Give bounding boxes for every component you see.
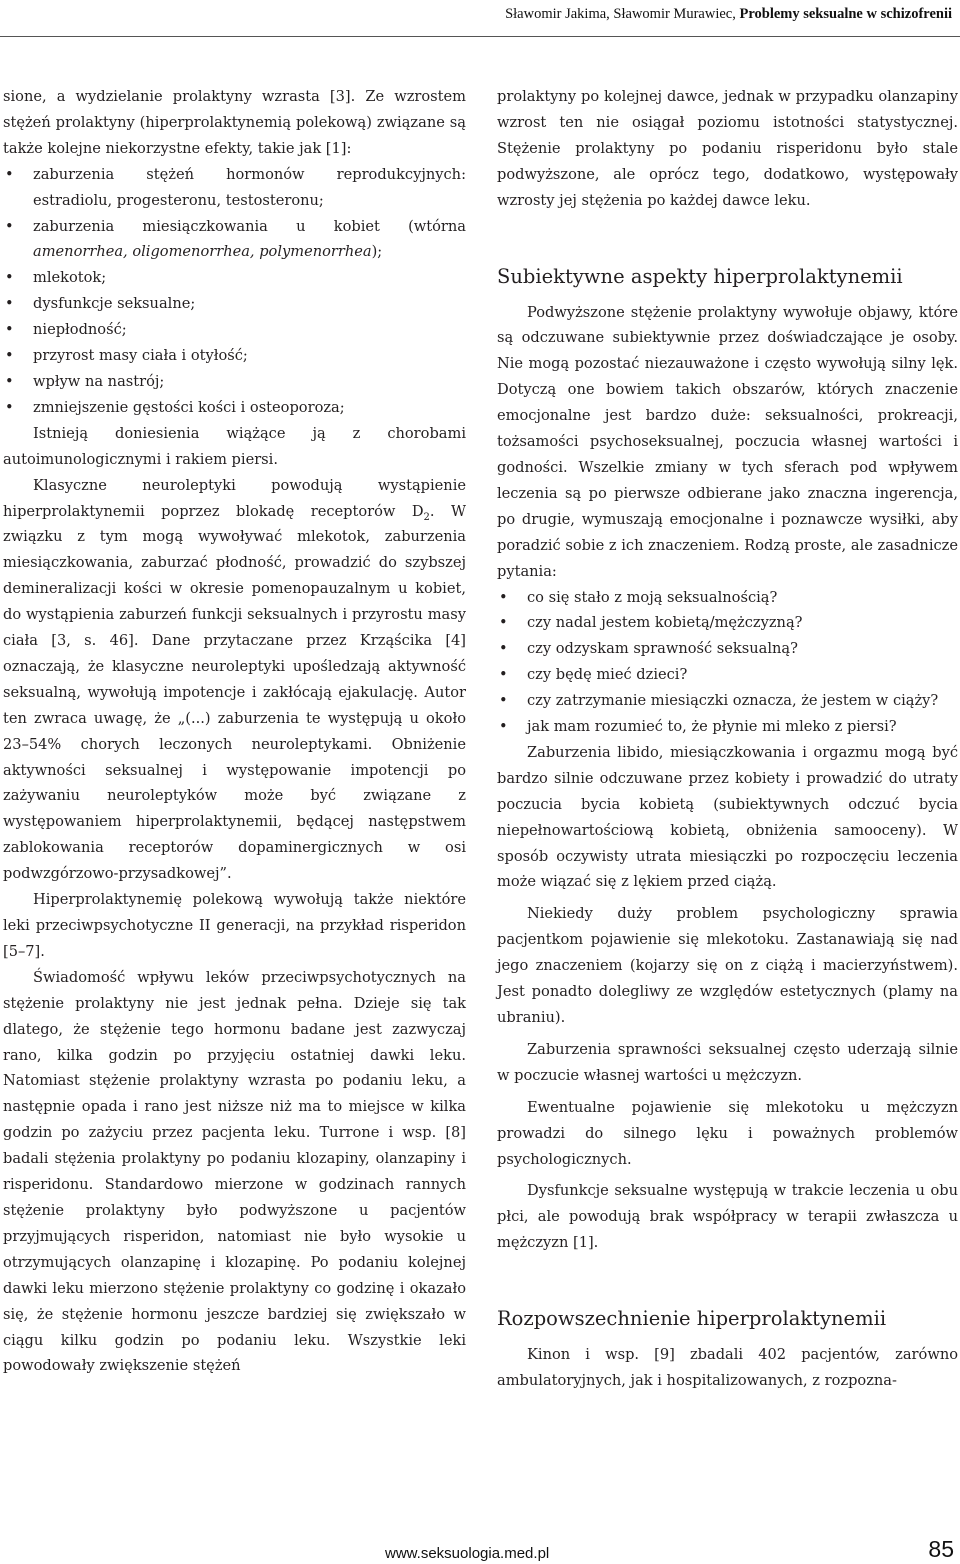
paragraph-awareness: Świadomość wpływu leków przeciwpsychotycznych na stężenie prolaktyny nie jest jednak pełna. Dzieje się tak dlatego, że stężenie tego hormonu badane jest zazwyczaj rano, kilka godzin po przyjęciu ostatniej dawki leku. Natomiast stężenie prolaktyny wzrasta po podaniu leku, a następnie opada i rano jest niższe niż ma to miejsce w kilka godzin po zażyciu przez pacjenta leku. Turrone i wsp. [8] badali stężenia prolaktyny po podaniu klozapiny, olanzapiny i risperidonu. Standardowo mierzone w godzinach rannych stężenie prolaktyny było podwyższone u pacjentów przyjmujących risperidon, natomiast nie było wysokie u otrzymujących olanzapinę i klozapinę. Po podaniu kolejnej dawki leku mierzono stężenie prolaktyny co godzinę i okazało się, że stężenie hormonu jeszcze bardziej się zwiększało w ciągu kilku godzin po podaniu leku. Wszystkie leki powodowały zwiększenie stężeń — [3, 968, 466, 1375]
list-item: • zmniejszenie gęstości kości i osteoporoza; — [3, 395, 466, 421]
left-column — [3, 84, 466, 1379]
paragraph-subjective: Podwyższone stężenie prolaktyny wywołuje objawy, które są odczuwane subiektywnie przez doświadczające je osoby. Nie mogą pozostać niezauważone i często wywołują silny lęk. Dotyczą one bowiem takich obszarów, których znaczenie emocjonalne jest bardzo duże: seksualności, prokreacji, tożsamości psychoseksualnej, poczucia własnej wartości i godności. Wszelkie zmiany w tych sferach pod wpływem leczenia są po pierwsze odbierane jako znaczna ingerencja, po drugie, wymuszają emocjonalne i poznawcze wysiłki, aby poradzić sobie z ich znaczeniem. Rodzą proste, ale zasadnicze pytania: — [497, 303, 958, 580]
paragraph-men-galactorrhea: Ewentualne pojawienie się mlekotoku u mężczyzn prowadzi do silnego lęku i poważnych problemów psychologicznych. — [497, 1098, 958, 1168]
section-heading-prevalence: Rozpowszechnienie hiperprolaktynemii — [497, 1307, 887, 1331]
list-item: • dysfunkcje seksualne; — [3, 291, 466, 317]
list-item: • mlekotok; — [3, 265, 466, 291]
paragraph-continuation: prolaktyny po kolejnej dawce, jednak w przypadku olanzapiny wzrost ten nie osiągał poziomu istotności statystycznej. Stężenie prolaktyny po podaniu risperidonu było stale podwyższone, ale oprócz tego, dodatkowo, występowały wzrosty jej stężenia po każdej dawce leku. — [497, 88, 958, 209]
latin-terms: amenorrhea, oligomenorrhea, polymenorrhea — [33, 243, 372, 261]
section-heading-subjective: Subiektywne aspekty hiperprolaktynemii — [497, 264, 903, 288]
list-item: • zaburzenia stężeń hormonów reprodukcyjnych: estradiolu, progesteronu, testosteronu; — [3, 162, 466, 214]
list-item: • czy zatrzymanie miesiączki oznacza, że jestem w ciąży? — [497, 688, 958, 714]
header-title: Problemy seksualne w schizofrenii — [739, 6, 952, 22]
list-item: • co się stało z moją seksualnością? — [497, 585, 958, 611]
paragraph-galactorrhea: Niekiedy duży problem psychologiczny sprawia pacjentkom pojawienie się mlekotoku. Zastanawiają się nad jego znaczeniem (kojarzy się on z ciążą i macierzyństwem). Jest ponadto dolegliwy ze względów estetycznych (plamy na ubraniu). — [497, 905, 958, 1026]
paragraph-autoimmune: Istnieją doniesienia wiążące ją z chorobami autoimunologicznymi i rakiem piersi. — [3, 424, 466, 468]
text-fragment: Klasyczne neuroleptyki powodują wystąpienie hiperprolaktynemii poprzez blokadę receptorów D — [3, 476, 466, 520]
paragraph-kinon: Kinon i wsp. [9] zbadali 402 pacjentów, zarówno ambulatoryjnych, jak i hospitalizowanych, z rozpozna- — [497, 1346, 958, 1390]
effects-list — [3, 162, 466, 421]
paragraph-dysfunction: Dysfunkcje seksualne występują w trakcie leczenia u obu płci, ale powodują brak współpracy w terapii zwłaszcza u mężczyzn [1]. — [497, 1182, 958, 1252]
list-item: • czy będę mieć dzieci? — [497, 662, 958, 688]
paragraph-intro: sione, a wydzielanie prolaktyny wzrasta [3]. Ze wzrostem stężeń prolaktyny (hiperprolaktynemią polekową) związane są także kolejne niekorzystne efekty, takie jak [1]: — [3, 88, 466, 157]
list-item: • czy nadal jestem kobietą/mężczyzną? — [497, 610, 958, 636]
list-item: • niepłodność; — [3, 317, 466, 343]
paragraph-men: Zaburzenia sprawności seksualnej często uderzają silnie w poczucie własnej wartości u mężczyzn. — [497, 1040, 958, 1084]
list-item: • przyrost masy ciała i otyłość; — [3, 343, 466, 369]
list-item: • czy odzyskam sprawność seksualną? — [497, 636, 958, 662]
text-fragment: . W związku z tym mogą wywoływać mlekotok, zaburzenia miesiączkowania, zaburzać płodność, prowadzić do szybszej demineralizacji kości w okresie pomenopauzalnym u kobiet, do wystąpienia zaburzeń funkcji seksualnych i przyrostu masy ciała [3, s. 46]. Dane przytaczane przez Krząścika [4] oznaczają, że klasyczne neuroleptyki upośledzają aktywność seksualną, wywołują impotencje i zakłócają ejakulację. Autor ten zwraca uwagę, że „(...) zaburzenia te występują u około 23–54% chorych leczonych neuroleptykami. Obniżenie aktywności seksualnej i występowanie impotencji po zażywaniu neuroleptyków może być związane z występowaniem hiperprolaktynemii, będącej następstwem zablokowania receptorów dopaminergicznych w osi podwzgórzowo-przysadkowej”. — [3, 502, 466, 883]
paragraph-classic-neuroleptics — [3, 473, 466, 888]
page-number: 85 — [928, 1536, 954, 1562]
questions-list — [497, 585, 958, 740]
list-item — [3, 214, 466, 266]
paragraph-libido: Zaburzenia libido, miesiączkowania i orgazmu mogą być bardzo silnie odczuwane przez kobiety i prowadzić do utraty poczucia bycia kobietą (subiektywnych odczuć bycia niepełnowartościową kobietą, obniżenia samooceny). W sposób oczywisty utrata miesiączki po rozpoczęciu leczenia może wiązać się z lękiem przed ciążą. — [497, 743, 958, 891]
list-item-end: ); — [371, 243, 383, 261]
list-item: • wpływ na nastrój; — [3, 369, 466, 395]
header-authors: Sławomir Jakima, Sławomir Murawiec, — [505, 6, 736, 22]
list-item-text: zaburzenia miesiączkowania u kobiet (wtórna — [33, 217, 466, 235]
subscript: 2 — [423, 511, 430, 523]
running-header — [505, 0, 952, 28]
paragraph-atypical: Hiperprolaktynemię polekową wywołują także niektóre leki przeciwpsychotyczne II generacji, na przykład risperidon [5–7]. — [3, 891, 466, 960]
list-item: • jak mam rozumieć to, że płynie mi mleko z piersi? — [497, 714, 958, 740]
right-column — [497, 84, 958, 1394]
header-rule — [0, 36, 960, 37]
footer-url: www.seksuologia.med.pl — [385, 1545, 550, 1562]
